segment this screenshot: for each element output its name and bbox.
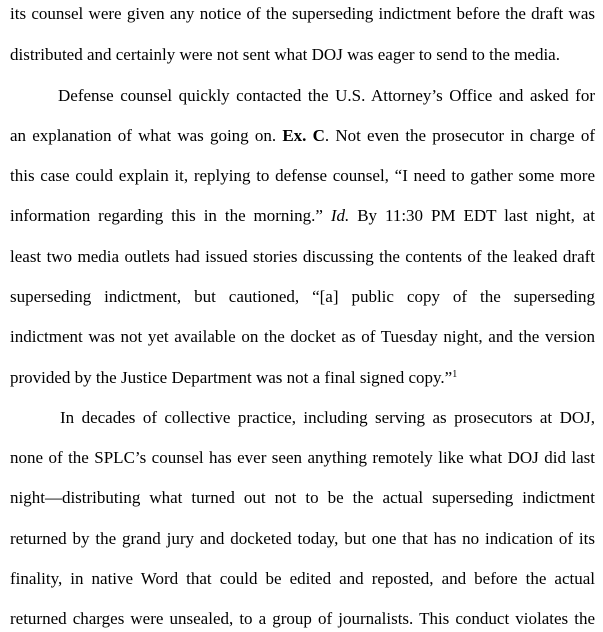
text-line: least two media outlets had issued stories discussing the contents of the leaked draft	[10, 247, 595, 266]
text-line: distributed and certainly were not sent what DOJ was eager to send to the media.	[10, 45, 560, 64]
footnote-marker[interactable]: 1	[452, 369, 458, 380]
text-run: . Not even the prosecutor in charge of	[324, 126, 595, 145]
text-line	[10, 368, 595, 388]
text-line: this case could explain it, replying to defense counsel, “I need to gather some more	[10, 166, 595, 185]
text-line	[10, 206, 595, 226]
text-run: an explanation of what was going on.	[10, 126, 283, 145]
text-line: night—distributing what turned out not to be the actual superseding indictment	[10, 488, 595, 507]
text-line: In decades of collective practice, including serving as prosecutors at DOJ,	[60, 408, 595, 427]
exhibit-reference: Ex. C	[282, 126, 325, 145]
text-line: none of the SPLC’s counsel has ever seen anything remotely like what DOJ did last	[10, 448, 595, 467]
text-line	[10, 126, 595, 146]
text-run: information regarding this in the morning.”	[10, 206, 331, 225]
text-line: finality, in native Word that could be edited and reposted, and before the actual	[10, 569, 595, 588]
text-line: Defense counsel quickly contacted the U.S. Attorney’s Office and asked for	[58, 86, 595, 105]
citation-id: Id.	[330, 206, 350, 225]
text-line: returned charges were unsealed, to a group of journalists. This conduct violates the	[10, 609, 595, 628]
text-line: its counsel were given any notice of the superseding indictment before the draft was	[10, 4, 595, 23]
text-line: superseding indictment, but cautioned, “[a] public copy of the superseding	[10, 287, 595, 306]
text-run: provided by the Justice Department was not a final signed copy.”	[10, 368, 453, 387]
text-line: indictment was not yet available on the docket as of Tuesday night, and the version	[10, 327, 595, 346]
text-line: returned by the grand jury and docketed today, but one that has no indication of its	[10, 529, 595, 548]
text-run: By 11:30 PM EDT last night, at	[349, 206, 596, 225]
